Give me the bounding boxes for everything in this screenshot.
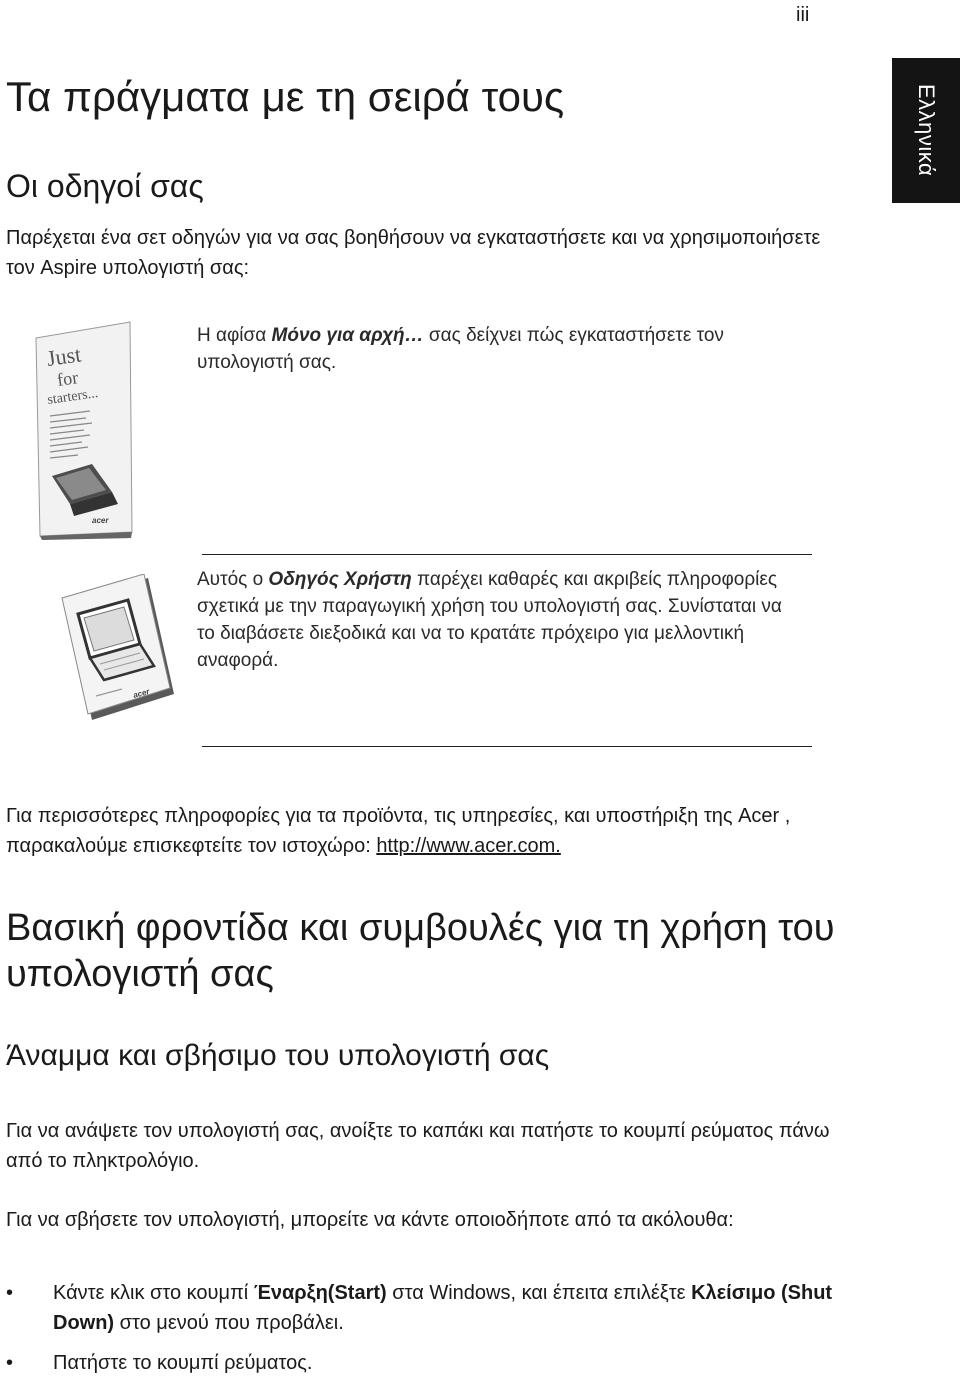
list-item-text: Κάντε κλικ στο κουμπί Έναρξη(Start) στα Windows, και έπειτα επιλέξτε Κλείσιμο (Shut Down) στο μενού που προβάλει. bbox=[53, 1282, 833, 1334]
list-item-text: Πατήστε το κουμπί ρεύματος. bbox=[53, 1352, 313, 1374]
list-item bbox=[6, 1348, 846, 1378]
power-on-paragraph: Για να ανάψετε τον υπολογιστή σας, ανοίξτε το καπάκι και πατήστε το κουμπί ρεύματος πάνω από το πληκτρολόγιο. bbox=[6, 1120, 830, 1172]
user-guide-description: Αυτός ο Οδηγός Χρήστη παρέχει καθαρές και ακριβείς πληροφορίες σχετικά με την παραγωγική χρήση του υπολογιστή σας. Συνίσταται να το διαβάσετε διεξοδικά και να το κρατάτε πρόχειρο για μελλοντική αναφορά. bbox=[197, 569, 782, 671]
acer-website-link[interactable]: http://www.acer.com. bbox=[376, 835, 561, 857]
user-guide-book-image bbox=[36, 574, 176, 722]
user-guide-brand-logo: acer bbox=[132, 686, 151, 700]
divider bbox=[202, 554, 812, 555]
language-tab-label: Ελληνικά bbox=[914, 84, 939, 177]
power-subheading: Άναμμα και σβήσιμο του υπολογιστή σας bbox=[6, 1039, 550, 1072]
divider bbox=[202, 746, 812, 747]
poster-title-line2: for bbox=[55, 367, 80, 390]
page-title: Τα πράγματα με τη σειρά τους bbox=[6, 73, 565, 120]
poster-title-line1: Just bbox=[45, 341, 83, 371]
list-item bbox=[6, 1278, 846, 1340]
poster-description: Η αφίσα Μόνο για αρχή… σας δείχνει πώς εγκαταστήσετε τον υπολογιστή σας. bbox=[197, 325, 724, 373]
more-info-paragraph bbox=[6, 801, 806, 861]
care-heading: Βασική φροντίδα και συμβουλές για τη χρήση του υπολογιστή σας bbox=[6, 907, 835, 995]
bullet: • bbox=[6, 1282, 14, 1304]
poster-title-line3: starters... bbox=[46, 386, 99, 408]
guides-intro: Παρέχεται ένα σετ οδηγών για να σας βοηθήσουν να εγκαταστήσετε και να χρησιμοποιήσετε τον Aspire υπολογιστή σας: bbox=[6, 227, 821, 279]
more-info-text: Για περισσότερες πληροφορίες για τα προϊόντα, τις υπηρεσίες, και υποστήριξη της Acer , bbox=[6, 805, 791, 827]
more-info-visit: παρακαλούμε επισκεφτείτε τον ιστοχώρο: bbox=[6, 835, 377, 857]
just-for-starters-poster-image bbox=[34, 318, 134, 540]
page-number: iii bbox=[796, 4, 810, 26]
language-tab bbox=[892, 58, 960, 203]
bullet: • bbox=[6, 1352, 14, 1374]
guides-heading: Οι οδηγοί σας bbox=[6, 168, 204, 204]
poster-brand-logo: acer bbox=[92, 516, 109, 525]
power-off-paragraph: Για να σβήσετε τον υπολογιστή, μπορείτε να κάντε οποιοδήποτε από τα ακόλουθα: bbox=[6, 1209, 734, 1231]
